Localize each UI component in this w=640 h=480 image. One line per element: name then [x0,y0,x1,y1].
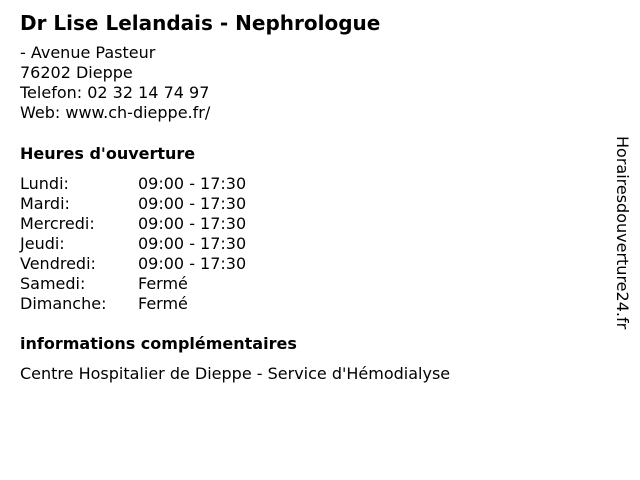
hours-day: Mercredi: [20,214,95,233]
phone-number: Telefon: 02 32 14 74 97 [20,83,210,102]
hours-row-wednesday [20,214,246,234]
hours-row-tuesday [20,194,246,214]
hours-day: Vendredi: [20,254,96,273]
hours-row-sunday [20,294,246,314]
hours-day: Samedi: [20,274,86,293]
hours-time: Fermé [138,294,188,313]
address-block [20,43,210,123]
site-watermark: Horairesdouverture24.fr [613,136,632,330]
additional-info-heading: informations complémentaires [20,334,297,353]
hours-time: 09:00 - 17:30 [138,254,247,273]
address-city: 76202 Dieppe [20,63,133,82]
hours-row-monday [20,174,246,194]
hours-time: 09:00 - 17:30 [138,234,247,253]
opening-hours-table [20,174,246,314]
page-title: Dr Lise Lelandais - Nephrologue [20,11,381,35]
hours-row-friday [20,254,246,274]
hours-time: 09:00 - 17:30 [138,194,247,213]
hours-day: Dimanche: [20,294,107,313]
hours-day: Jeudi: [20,234,65,253]
hours-time: Fermé [138,274,188,293]
hours-time: 09:00 - 17:30 [138,174,247,193]
website-link[interactable]: Web: www.ch-dieppe.fr/ [20,103,211,122]
hours-row-saturday [20,274,246,294]
address-street: - Avenue Pasteur [20,43,156,62]
hours-row-thursday [20,234,246,254]
additional-info-text: Centre Hospitalier de Dieppe - Service d'Hémodialyse [20,364,451,383]
hours-day: Lundi: [20,174,69,193]
opening-hours-heading: Heures d'ouverture [20,144,196,163]
hours-time: 09:00 - 17:30 [138,214,247,233]
hours-day: Mardi: [20,194,70,213]
